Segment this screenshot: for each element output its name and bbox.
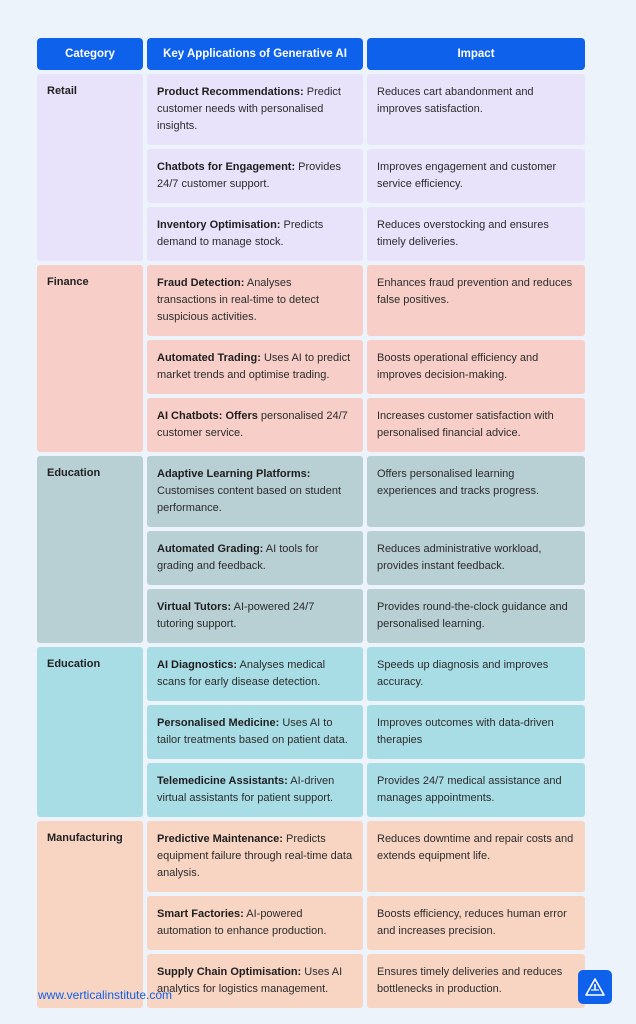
impact-cell: Provides 24/7 medical assistance and manages appointments. <box>367 763 585 817</box>
application-title: Automated Grading: <box>157 543 264 555</box>
application-cell <box>147 589 363 643</box>
application-title: Personalised Medicine: <box>157 717 280 729</box>
application-description: Analyses transactions in real-time to detect suspicious activities. <box>157 277 320 323</box>
application-title: Product Recommendations: <box>157 86 304 98</box>
category-group <box>37 456 585 643</box>
header-applications: Key Applications of Generative AI <box>147 38 363 70</box>
table-row <box>147 954 585 1008</box>
application-title: Telemedicine Assistants: <box>157 775 288 787</box>
application-description: AI-powered 24/7 tutoring support. <box>157 601 315 630</box>
application-description: Analyses medical scans for early disease detection. <box>157 659 326 688</box>
application-title: AI Chatbots: Offers <box>157 410 258 422</box>
impact-cell: Provides round-the-clock guidance and personalised learning. <box>367 589 585 643</box>
category-group <box>37 647 585 817</box>
application-description: Provides 24/7 customer support. <box>157 161 341 190</box>
table-row <box>147 705 585 759</box>
header-impact: Impact <box>367 38 585 70</box>
table-row <box>147 207 585 261</box>
application-cell <box>147 954 363 1008</box>
application-cell <box>147 821 363 892</box>
application-cell <box>147 207 363 261</box>
category-cell: Finance <box>37 265 143 452</box>
application-description: AI-powered automation to enhance production. <box>157 908 327 937</box>
application-cell <box>147 398 363 452</box>
category-rows <box>147 647 585 817</box>
table-row <box>147 456 585 527</box>
impact-cell: Reduces administrative workload, provides instant feedback. <box>367 531 585 585</box>
application-cell <box>147 149 363 203</box>
category-rows <box>147 74 585 261</box>
table-row <box>147 398 585 452</box>
category-cell: Retail <box>37 74 143 261</box>
category-cell: Education <box>37 647 143 817</box>
category-rows <box>147 821 585 1008</box>
application-cell <box>147 265 363 336</box>
table-row <box>147 149 585 203</box>
application-title: Supply Chain Optimisation: <box>157 966 302 978</box>
impact-cell: Boosts efficiency, reduces human error and increases precision. <box>367 896 585 950</box>
impact-cell: Offers personalised learning experiences and tracks progress. <box>367 456 585 527</box>
application-description: Predict customer needs with personalised insights. <box>157 86 341 132</box>
application-description: AI tools for grading and feedback. <box>157 543 319 572</box>
application-title: Chatbots for Engagement: <box>157 161 296 173</box>
application-cell <box>147 531 363 585</box>
application-title: Virtual Tutors: <box>157 601 232 613</box>
table-row <box>147 647 585 701</box>
impact-cell: Boosts operational efficiency and improves decision-making. <box>367 340 585 394</box>
applications-table <box>37 38 585 1012</box>
category-cell: Education <box>37 456 143 643</box>
table-row <box>147 896 585 950</box>
category-rows <box>147 265 585 452</box>
table-row <box>147 74 585 145</box>
application-description: personalised 24/7 customer service. <box>157 410 348 439</box>
application-cell <box>147 456 363 527</box>
application-cell <box>147 896 363 950</box>
table-row <box>147 265 585 336</box>
application-cell <box>147 74 363 145</box>
impact-cell: Improves outcomes with data-driven therapies <box>367 705 585 759</box>
table-header <box>37 38 585 70</box>
application-description: AI-driven virtual assistants for patient support. <box>157 775 335 804</box>
application-description: Predicts demand to manage stock. <box>157 219 324 248</box>
table-row <box>147 821 585 892</box>
application-description: Predicts equipment failure through real-time data analysis. <box>157 833 353 879</box>
application-title: AI Diagnostics: <box>157 659 238 671</box>
application-description: Uses AI to tailor treatments based on patient data. <box>157 717 348 746</box>
impact-cell: Ensures timely deliveries and reduces bottlenecks in production. <box>367 954 585 1008</box>
application-cell <box>147 647 363 701</box>
table-row <box>147 340 585 394</box>
category-group <box>37 74 585 261</box>
application-title: Predictive Maintenance: <box>157 833 283 845</box>
impact-cell: Speeds up diagnosis and improves accuracy. <box>367 647 585 701</box>
website-url: www.verticalinstitute.com <box>38 988 173 1002</box>
table-body <box>37 74 585 1008</box>
application-description: Uses AI to predict market trends and optimise trading. <box>157 352 351 381</box>
application-cell <box>147 340 363 394</box>
table-row <box>147 531 585 585</box>
brand-logo <box>578 970 612 1004</box>
application-description: Customises content based on student performance. <box>157 485 342 514</box>
impact-cell: Increases customer satisfaction with personalised financial advice. <box>367 398 585 452</box>
triangle-logo-icon <box>585 978 605 996</box>
application-cell <box>147 705 363 759</box>
category-group <box>37 821 585 1008</box>
application-cell <box>147 763 363 817</box>
application-title: Inventory Optimisation: <box>157 219 281 231</box>
application-title: Automated Trading: <box>157 352 261 364</box>
application-title: Smart Factories: <box>157 908 244 920</box>
category-group <box>37 265 585 452</box>
table-row <box>147 763 585 817</box>
impact-cell: Reduces downtime and repair costs and extends equipment life. <box>367 821 585 892</box>
application-title: Fraud Detection: <box>157 277 245 289</box>
category-cell: Manufacturing <box>37 821 143 1008</box>
table-row <box>147 589 585 643</box>
impact-cell: Reduces cart abandonment and improves satisfaction. <box>367 74 585 145</box>
header-category: Category <box>37 38 143 70</box>
impact-cell: Enhances fraud prevention and reduces false positives. <box>367 265 585 336</box>
category-rows <box>147 456 585 643</box>
application-title: Adaptive Learning Platforms: <box>157 468 311 480</box>
application-description: Uses AI analytics for logistics management. <box>157 966 343 995</box>
impact-cell: Reduces overstocking and ensures timely deliveries. <box>367 207 585 261</box>
impact-cell: Improves engagement and customer service efficiency. <box>367 149 585 203</box>
